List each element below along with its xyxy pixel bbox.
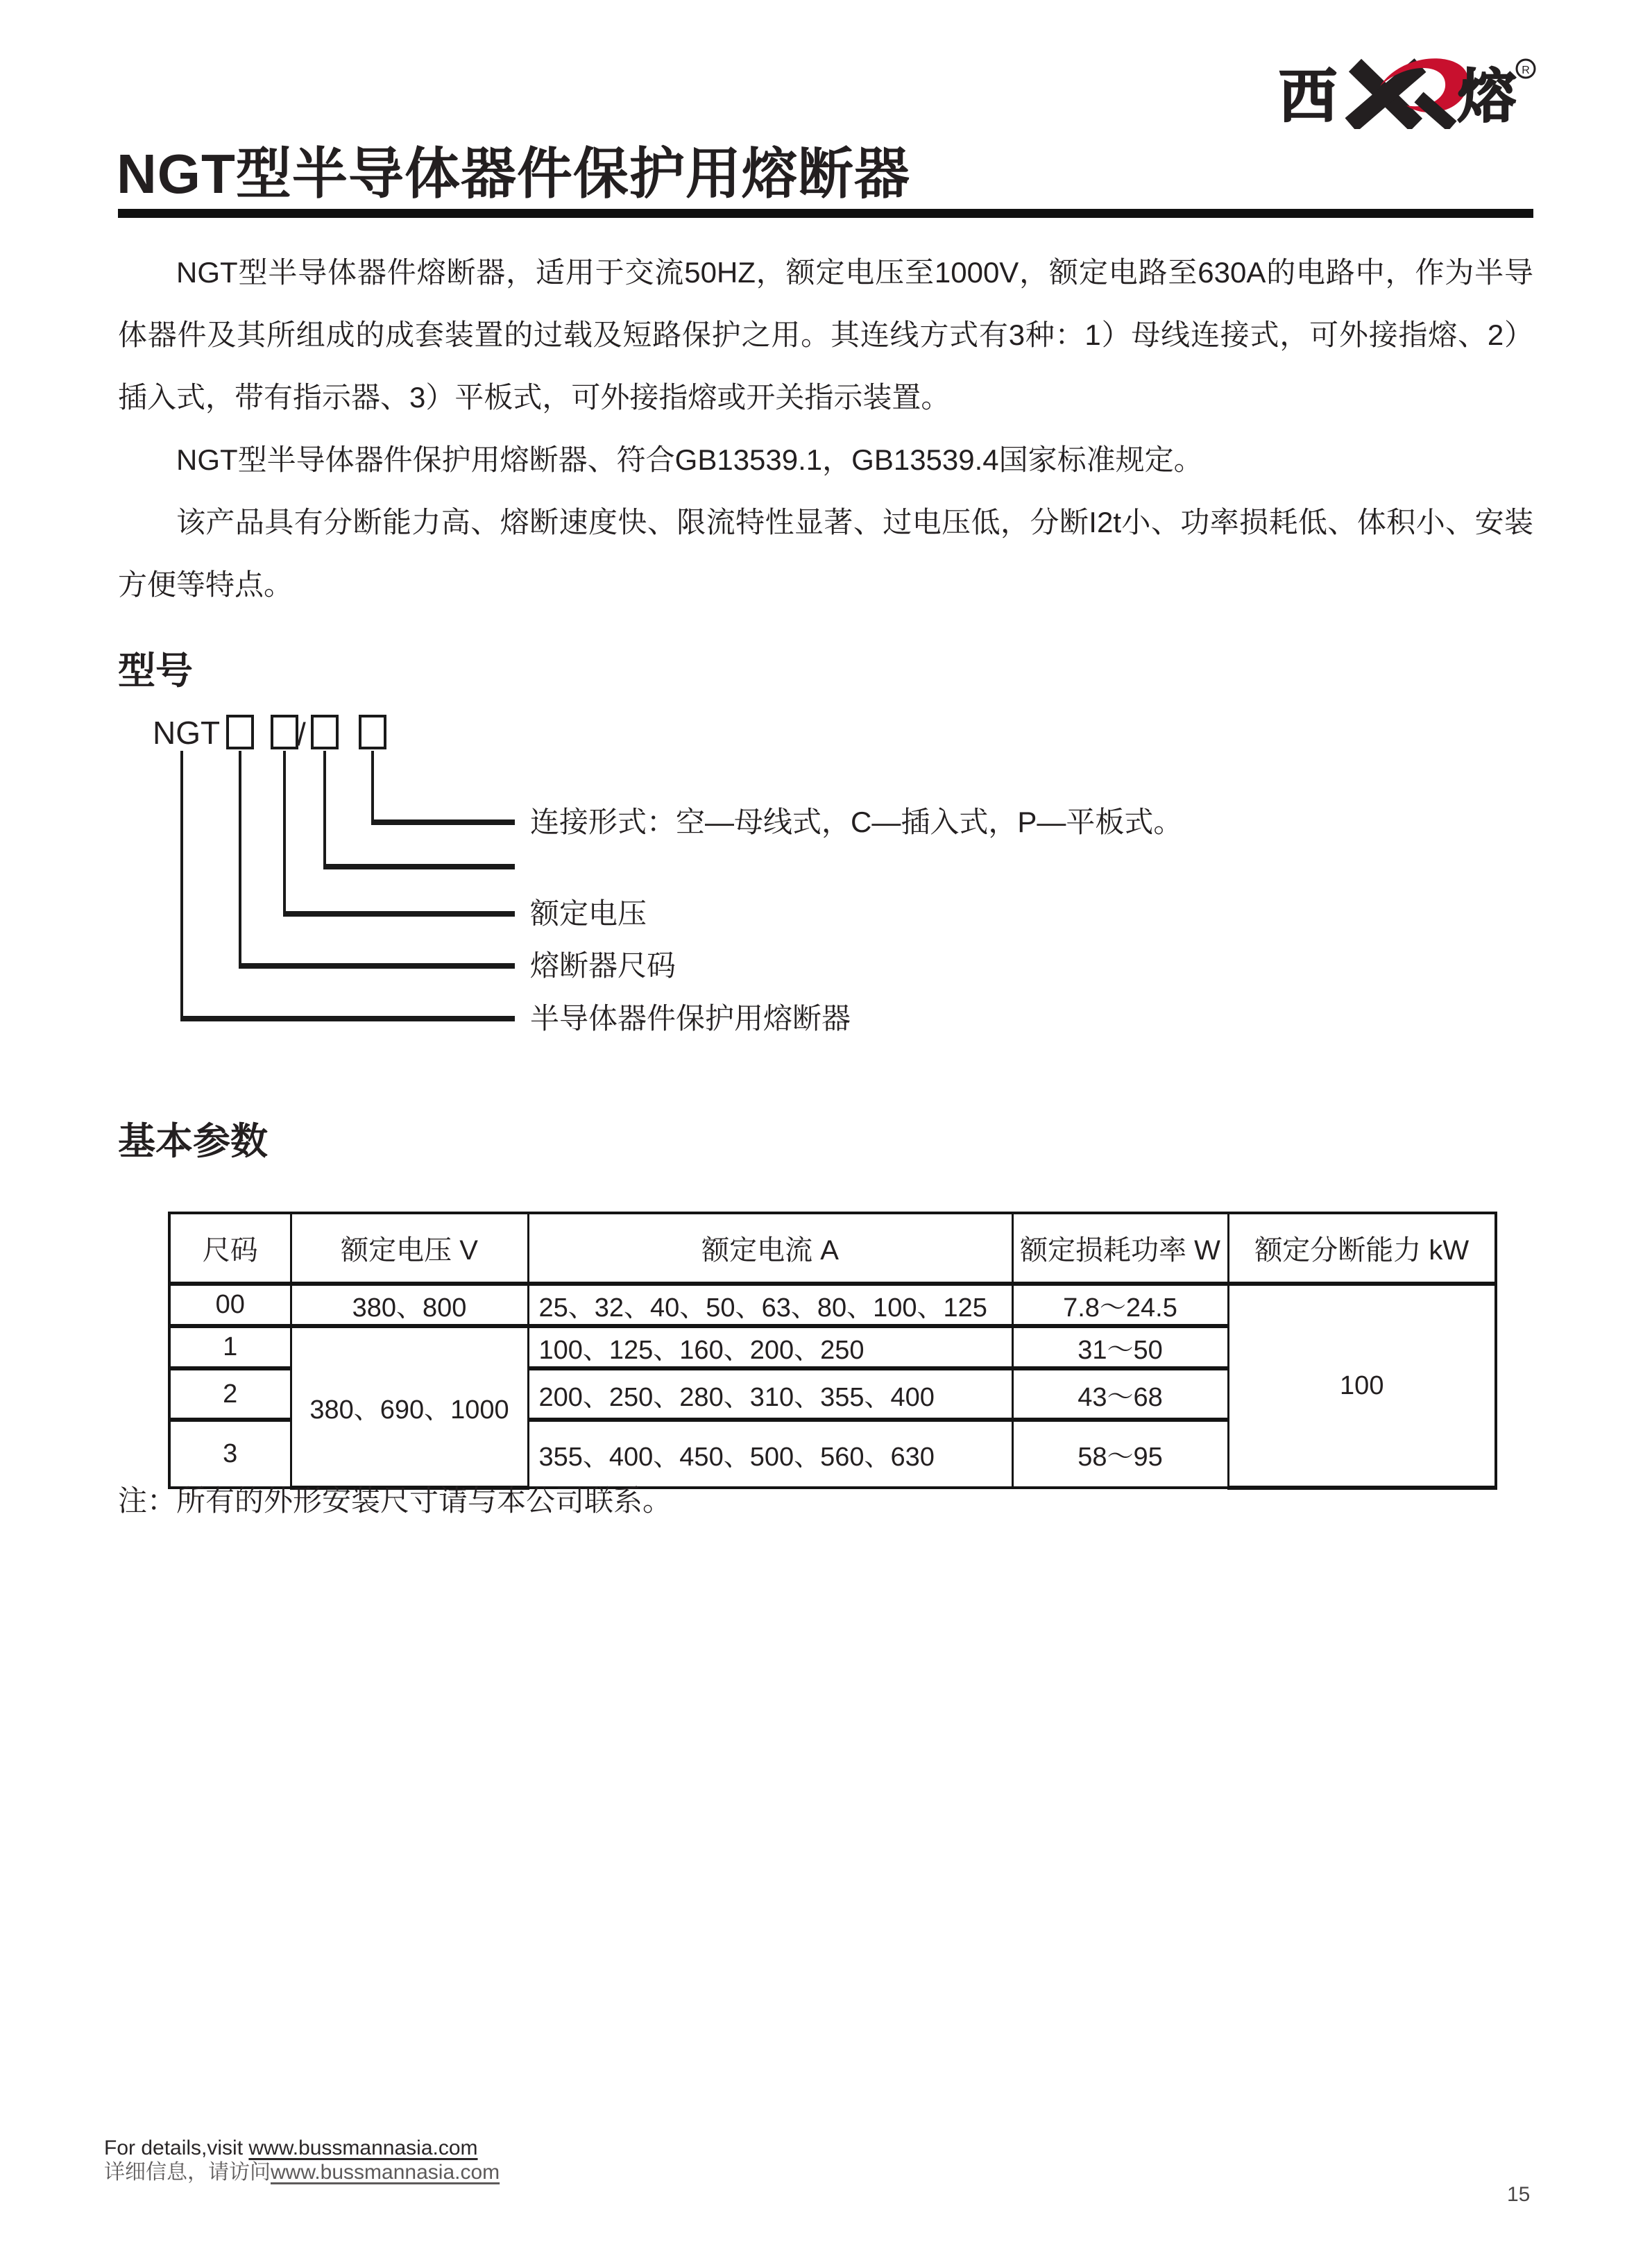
table-note: 注：所有的外形安装尺寸请与本公司联系。 [118,1484,672,1517]
footer-line-cn [104,2160,500,2184]
leader-lines [180,751,515,1019]
cell-current: 200、250、280、310、355、400 [528,1368,1012,1420]
header-rated-current: 额定电流 A [528,1213,1012,1284]
cell-breaking-capacity: 100 [1228,1284,1496,1488]
model-slash: / [297,716,306,752]
model-label-fuse-size: 熔断器尺码 [530,949,676,982]
table-row [169,1284,1496,1326]
cell-voltage: 380、690、1000 [291,1326,528,1488]
page-title: NGT型半导体器件保护用熔断器 [117,143,910,205]
header-rated-power-loss: 额定损耗功率 W [1012,1213,1228,1284]
footer-cn-text: 详细信息，请访问 [104,2161,271,2184]
registered-trademark-icon [1517,60,1535,78]
model-box-2 [272,716,297,748]
intro-paragraph-1: NGT型半导体器件熔断器，适用于交流50HZ，额定电压至1000V，额定电路至630A的电路中，作为半导体器件及其所组成的成套装置的过载及短路保护之用。其连线方式有3种：1）母线连接式，可外接指熔、2）插入式，带有指示器、3）平板式，可外接指熔或开关指示装置。 [118,256,1533,414]
cell-size: 3 [169,1420,291,1488]
brand-logo [1279,54,1542,129]
model-label-rated-voltage: 额定电压 [530,897,647,930]
footer-en-text: For details,visit [104,2137,249,2159]
header-size: 尺码 [169,1213,291,1284]
cell-power: 58～95 [1012,1420,1228,1488]
footer-cn-link[interactable]: www.bussmannasia.com [271,2161,500,2184]
cell-power: 7.8～24.5 [1012,1284,1228,1326]
model-section-heading: 型号 [118,650,193,692]
logo-xr-monogram-icon [1351,58,1468,126]
model-label-semiconductor-fuse: 半导体器件保护用熔断器 [530,1002,851,1035]
cell-voltage: 380、800 [291,1284,528,1326]
model-box-3 [312,716,337,748]
header-breaking-capacity: 额定分断能力 kW [1228,1213,1496,1284]
intro-section [118,241,1533,616]
model-label-connection-type: 连接形式：空—母线式，C—插入式，P—平板式。 [530,806,1183,838]
cell-current: 355、400、450、500、560、630 [528,1420,1012,1488]
model-box-1 [228,716,253,748]
intro-paragraph-3: 该产品具有分断能力高、熔断速度快、限流特性显著、过电压低，分断I2t小、功率损耗低、体积小、安装方便等特点。 [118,506,1533,601]
header-rated-voltage: 额定电压 V [291,1213,528,1284]
model-box-4 [360,716,385,748]
model-code-diagram [118,701,1297,1062]
logo-char-left-icon: 西 [1279,62,1338,129]
logo-char-right-icon: 熔 [1458,62,1517,129]
footer-line-en [104,2136,500,2160]
cell-size: 00 [169,1284,291,1326]
page-number: 15 [1507,2183,1531,2206]
table-header-row [169,1213,1496,1284]
model-prefix: NGT [153,715,221,751]
intro-paragraph-2: NGT型半导体器件保护用熔断器、符合GB13539.1，GB13539.4国家标准规定。 [176,443,1203,476]
params-section-heading: 基本参数 [118,1121,268,1162]
page-footer [104,2136,500,2184]
cell-power: 31～50 [1012,1326,1228,1368]
cell-current: 100、125、160、200、250 [528,1326,1012,1368]
cell-size: 2 [169,1368,291,1420]
basic-parameters-table [168,1212,1497,1490]
cell-power: 43～68 [1012,1368,1228,1420]
svg-text:R: R [1522,65,1530,76]
title-rule [118,209,1533,218]
footer-en-link[interactable]: www.bussmannasia.com [248,2137,478,2159]
cell-size: 1 [169,1326,291,1368]
cell-current: 25、32、40、50、63、80、100、125 [528,1284,1012,1326]
